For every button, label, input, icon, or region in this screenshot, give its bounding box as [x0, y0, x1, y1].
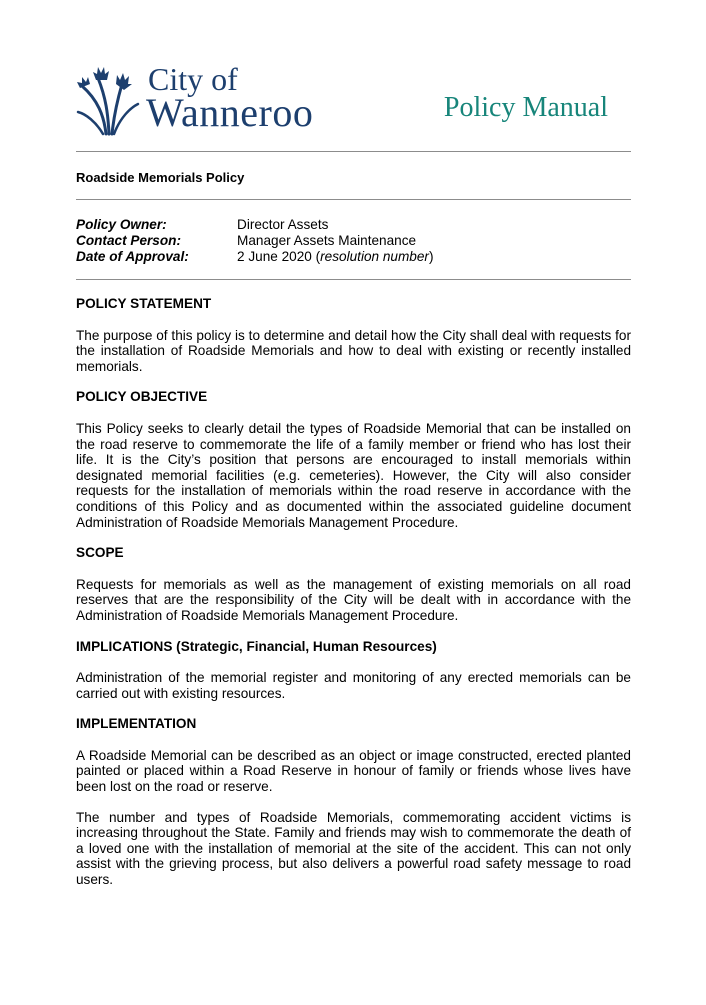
section-paragraph: This Policy seeks to clearly detail the types of Roadside Memorial that can be installed on the road reserve to commemorate the life of a family member or friend who has lost their life. It is the City’s position that persons are encouraged to install memorials within designated memorial facilities (e.g. cemeteries). However, the City will also consider requests for the installation of memorials within the road reserve in accordance with the conditions of this Policy and as documented within the associated guideline document Administration of Roadside Memorials Management Procedure. [76, 420, 631, 530]
resolution-number: resolution number [320, 249, 429, 264]
meta-label: Contact Person: [76, 233, 181, 248]
date-value: 2 June 2020 ( [237, 249, 321, 264]
date-value-end: ) [428, 249, 434, 264]
meta-divider [76, 279, 631, 280]
meta-label: Date of Approval: [76, 249, 189, 264]
section-paragraph: A Roadside Memorial can be described as an object or image constructed, erected planted painted or placed within a Road Reserve in honour of family or friends whose lives have been lost on the road or reserve. [76, 747, 631, 795]
section-paragraph: The number and types of Roadside Memorials, commemorating accident victims is increasing throughout the State. Family and friends may wish to commemorate the death of a loved one with the installation of memorial at the site of the accident. This can not only assist with the grieving process, but also delivers a powerful road safety message to road users. [76, 809, 631, 888]
meta-row-contact [76, 233, 433, 249]
section-heading-implementation: IMPLEMENTATION [76, 716, 197, 732]
meta-value: Manager Assets Maintenance [237, 233, 417, 248]
meta-value [237, 249, 433, 265]
logo-city-of: City of [148, 61, 238, 97]
plant-logo-icon [76, 64, 142, 136]
section-heading-implications: IMPLICATIONS (Strategic, Financial, Human Resources) [76, 638, 437, 654]
logo-wanneroo: Wanneroo [146, 90, 314, 135]
policy-title: Roadside Memorials Policy [76, 170, 245, 185]
meta-row-owner [76, 217, 433, 233]
section-paragraph: Requests for memorials as well as the management of existing memorials on all road reserves that are the responsibility of the City will be dealt with in accordance with the Administration of Roadside Memorials Management Procedure. [76, 576, 631, 623]
policy-body [76, 296, 631, 903]
policy-manual-title: Policy Manual [443, 92, 608, 123]
meta-value: Director Assets [237, 217, 329, 232]
title-divider [76, 199, 631, 200]
meta-row-date [76, 249, 433, 265]
section-paragraph: The purpose of this policy is to determine and detail how the City shall deal with requests for the installation of Roadside Memorials and how to deal with existing or recently installed memorials. [76, 327, 631, 374]
policy-meta-table [76, 217, 433, 265]
city-logo [76, 61, 326, 136]
section-heading-policy-objective: POLICY OBJECTIVE [76, 389, 208, 405]
header-divider [76, 151, 631, 152]
meta-label: Policy Owner: [76, 217, 167, 232]
section-paragraph: Administration of the memorial register and monitoring of any erected memorials can be carried out with existing resources. [76, 670, 631, 701]
section-heading-policy-statement: POLICY STATEMENT [76, 296, 212, 311]
section-heading-scope: SCOPE [76, 545, 124, 561]
